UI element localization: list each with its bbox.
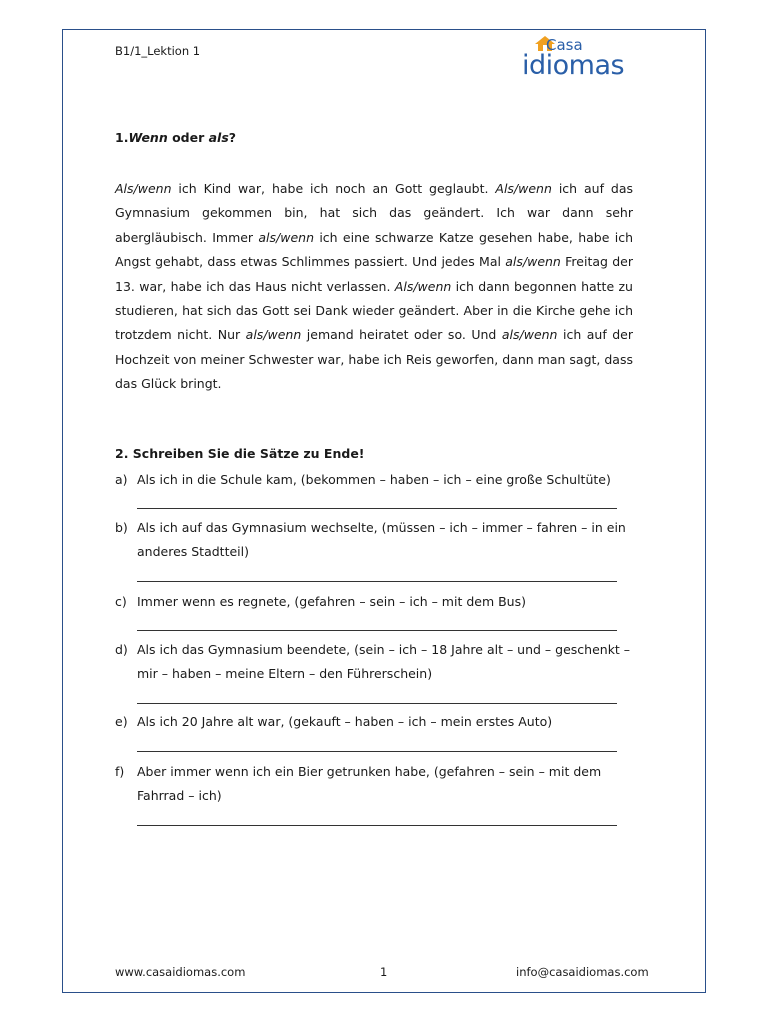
text-segment: Freitag der 13. war, habe ich das Haus nicht verlassen. (115, 254, 633, 294)
page-frame (62, 29, 706, 993)
answer-line-e[interactable] (137, 751, 617, 752)
exercise-1-title: 1.Wenn oder als? (115, 130, 237, 145)
item-text: Aber immer wenn ich ein Bier getrunken habe, (gefahren – sein – mit dem Fahrrad – ich) (137, 764, 602, 803)
item-label: c) (115, 594, 127, 609)
text-segment: ich eine schwarze Katze gesehen habe, habe ich Angst gehabt, dass etwas Schlimmes passiert. Und jedes Mal (115, 229, 633, 270)
answer-line-b[interactable] (137, 581, 617, 582)
answer-line-a[interactable] (137, 508, 617, 509)
als-wenn-choice: Als/wenn (394, 278, 452, 294)
item-text: Als ich auf das Gymnasium wechselte, (müssen – ich – immer – fahren – in ein anderes Stadtteil) (137, 520, 626, 559)
item-label: f) (115, 764, 125, 779)
logo-casa-text: Casa (546, 36, 583, 54)
als-wenn-choice: als/wenn (501, 327, 558, 343)
answer-line-d[interactable] (137, 703, 617, 704)
als-wenn-choice: Als/wenn (115, 181, 172, 196)
exercise-2-title: 2. Schreiben Sie die Sätze zu Ende! (115, 446, 365, 461)
item-label: d) (115, 642, 128, 657)
answer-line-f[interactable] (137, 825, 617, 826)
answer-line-c[interactable] (137, 630, 617, 631)
footer-email[interactable]: info@casaidiomas.com (516, 965, 649, 979)
item-label: a) (115, 472, 128, 487)
exercise-1-text (115, 177, 633, 397)
als-wenn-choice: als/wenn (505, 254, 561, 270)
text-segment: ich auf das Gymnasium gekommen bin, hat sich das geändert. Ich war dann sehr abergläubisch. Immer (115, 181, 633, 245)
footer-page-number: 1 (380, 965, 388, 979)
als-wenn-choice: als/wenn (245, 327, 302, 343)
footer-website[interactable]: www.casaidiomas.com (115, 965, 246, 979)
text-segment: jemand heiratet oder so. Und (301, 327, 502, 343)
text-segment: ich Kind war, habe ich noch an Gott geglaubt. (171, 181, 496, 196)
casa-idiomas-logo (522, 36, 652, 86)
item-text: Als ich 20 Jahre alt war, (gekauft – haben – ich – mein erstes Auto) (137, 714, 553, 729)
item-label: b) (115, 520, 128, 535)
logo-idiomas-text: idiomas (522, 50, 625, 81)
text-segment: ich auf der Hochzeit von meiner Schwester war, habe ich Reis geworfen, dann man sagt, dass das Glück bringt. (115, 327, 634, 392)
item-text: Immer wenn es regnete, (gefahren – sein – ich – mit dem Bus) (137, 594, 526, 609)
lesson-code: B1/1_Lektion 1 (115, 44, 201, 58)
item-text: Als ich das Gymnasium beendete, (sein – ich – 18 Jahre alt – und – geschenkt – mir – haben – meine Eltern – den Führerschein) (137, 642, 631, 681)
text-segment: ich dann begonnen hatte zu studieren, hat sich das Gott sei Dank wieder geändert. Aber in die Kirche gehe ich trotzdem nicht. Nur (115, 278, 633, 343)
als-wenn-choice: als/wenn (258, 229, 315, 245)
item-text: Als ich in die Schule kam, (bekommen – haben – ich – eine große Schultüte) (137, 472, 611, 487)
item-label: e) (115, 714, 128, 729)
als-wenn-choice: Als/wenn (495, 181, 552, 196)
